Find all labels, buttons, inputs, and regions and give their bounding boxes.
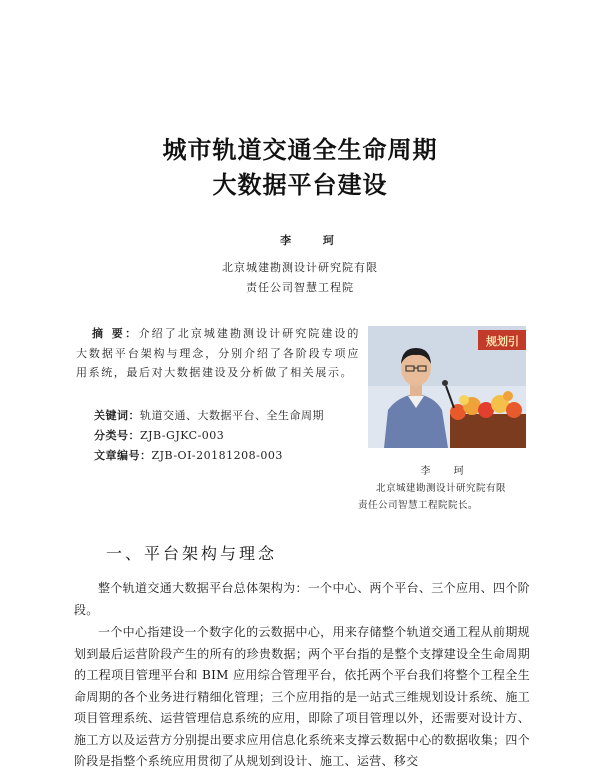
photo-caption-affiliation-line2: 责任公司智慧工程院院长。 — [358, 500, 479, 511]
body-paragraph: 整个轨道交通大数据平台总体架构为：一个中心、两个平台、三个应用、四个阶段。 — [74, 581, 530, 617]
article-number-text: ZJB-OI-20181208-003 — [151, 449, 283, 462]
paper-title-line1: 城市轨道交通全生命周期 — [162, 136, 438, 164]
abstract — [76, 324, 360, 383]
body-paragraph: 一个中心指建设一个数字化的云数据中心，用来存储整个轨道交通工程从前期规划到最后运营阶段产生的所有的珍贵数据；两个平台指的是整个支撑建设全生命周期的工程项目管理平台和 BIM 应用综合管理平台，依托两个平台我们将整个工程全生命周期的各个业务进行精细化管理；三个应用指的是一站式三维规划设计系统、施工项目管理系统、运营管理信息系统的应用，即除了项目管理以外，还需要对设计方、施工方以及运营方分别提出要求应用信息化系统来支撑云数据中心的数据收集；四个阶段是指整个系统应用贯彻了从规划到设计、施工、运营、移交 — [74, 625, 530, 768]
author-photo — [368, 326, 526, 448]
keywords-label: 关键词： — [94, 409, 140, 422]
classification-text: ZJB-GJKC-003 — [140, 429, 225, 442]
paper-title-line2: 大数据平台建设 — [212, 171, 388, 199]
photo-caption-name: 李 珂 — [420, 466, 474, 477]
author-name: 李 珂 — [280, 234, 348, 247]
article-number-label: 文章编号： — [94, 449, 152, 462]
section-heading: 一、平台架构与理念 — [106, 544, 278, 563]
photo-caption-affiliation-line1: 北京城建勘测设计研究院有限 — [376, 483, 507, 494]
classification-label: 分类号： — [94, 429, 140, 442]
keywords-text: 轨道交通、大数据平台、全生命周期 — [140, 409, 324, 422]
affiliation-line2: 责任公司智慧工程院 — [246, 281, 354, 294]
affiliation-line1: 北京城建勘测设计研究院有限 — [222, 261, 378, 274]
classification — [94, 427, 224, 443]
abstract-text: 介绍了北京城建勘测设计研究院建设的大数据平台架构与理念，分别介绍了各阶段专项应用系统，最后对大数据建设及分析做了相关展示。 — [76, 327, 360, 379]
keywords — [94, 407, 324, 423]
photo-banner-text: 规划引 — [486, 335, 519, 348]
abstract-label: 摘 要： — [92, 327, 139, 340]
article-number — [94, 447, 283, 463]
